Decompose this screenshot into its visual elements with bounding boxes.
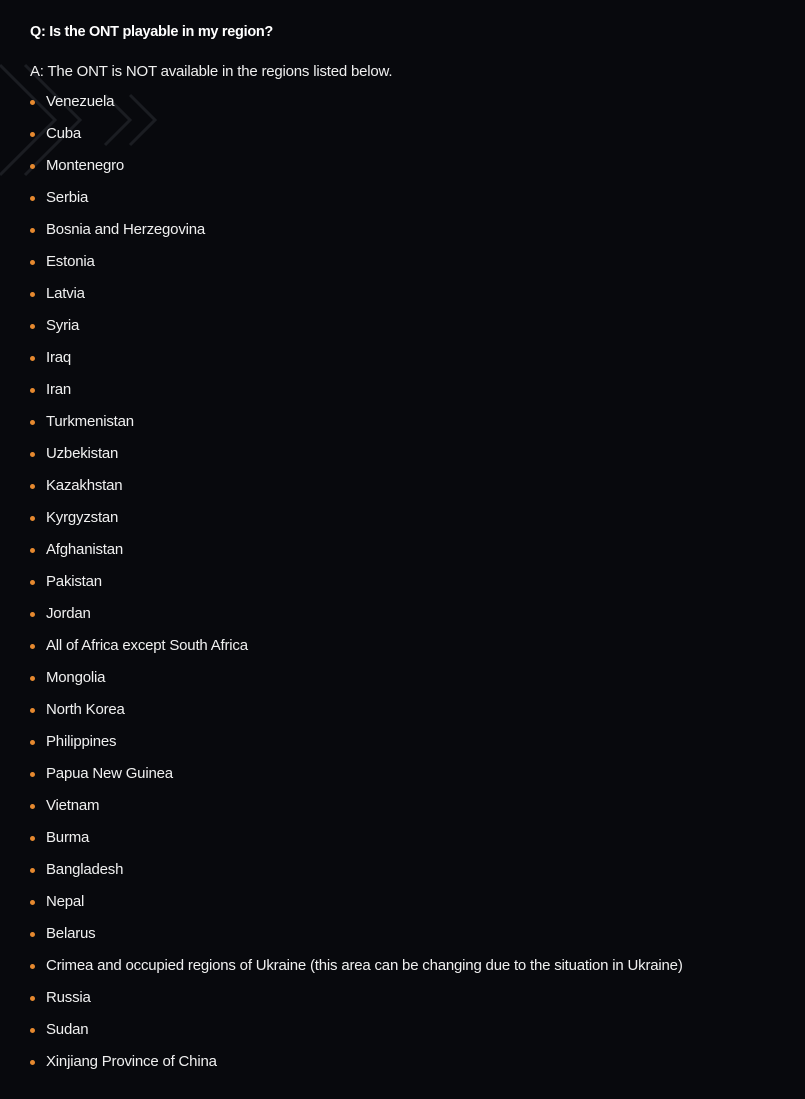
list-item: [30, 124, 790, 156]
list-item: [30, 412, 790, 444]
list-item: [30, 828, 790, 860]
bullet-icon: [30, 772, 35, 777]
region-name: Syria: [46, 317, 80, 334]
region-name: Sudan: [46, 1021, 89, 1038]
bullet-icon: [30, 100, 35, 105]
list-item: [30, 892, 790, 924]
region-name: Jordan: [46, 605, 91, 622]
region-name: Burma: [46, 829, 90, 846]
bullet-icon: [30, 996, 35, 1001]
region-name: Bosnia and Herzegovina: [46, 221, 206, 238]
region-name: Kazakhstan: [46, 477, 123, 494]
bullet-icon: [30, 260, 35, 265]
region-name: Vietnam: [46, 797, 100, 814]
region-name: Nepal: [46, 893, 85, 910]
bullet-icon: [30, 580, 35, 585]
list-item: [30, 668, 790, 700]
list-item: [30, 1052, 790, 1084]
bullet-icon: [30, 836, 35, 841]
bullet-icon: [30, 420, 35, 425]
list-item: [30, 700, 790, 732]
region-name: Latvia: [46, 285, 85, 302]
region-name: Belarus: [46, 925, 96, 942]
list-item: [30, 860, 790, 892]
region-name: Xinjiang Province of China: [46, 1053, 217, 1070]
bullet-icon: [30, 292, 35, 297]
region-name: Bangladesh: [46, 861, 124, 878]
bullet-icon: [30, 740, 35, 745]
bullet-icon: [30, 164, 35, 169]
bullet-icon: [30, 388, 35, 393]
region-name: Philippines: [46, 733, 117, 750]
list-item: [30, 220, 790, 252]
bullet-icon: [30, 868, 35, 873]
region-name: Afghanistan: [46, 541, 124, 558]
faq-answer: A: The ONT is NOT available in the regions listed below.: [30, 63, 393, 80]
bullet-icon: [30, 228, 35, 233]
list-item: [30, 540, 790, 572]
bullet-icon: [30, 804, 35, 809]
bullet-icon: [30, 132, 35, 137]
list-item: [30, 956, 790, 988]
region-name: Kyrgyzstan: [46, 509, 119, 526]
region-name: Pakistan: [46, 573, 102, 590]
bullet-icon: [30, 612, 35, 617]
bullet-icon: [30, 1028, 35, 1033]
list-item: [30, 348, 790, 380]
list-item: [30, 92, 790, 124]
faq-entry: [30, 22, 790, 1084]
bullet-icon: [30, 1060, 35, 1065]
list-item: [30, 316, 790, 348]
list-item: [30, 284, 790, 316]
faq-question: Q: Is the ONT playable in my region?: [30, 24, 273, 40]
bullet-icon: [30, 196, 35, 201]
list-item: [30, 380, 790, 412]
bullet-icon: [30, 644, 35, 649]
bullet-icon: [30, 900, 35, 905]
list-item: [30, 252, 790, 284]
list-item: [30, 444, 790, 476]
region-name: Iraq: [46, 349, 72, 366]
bullet-icon: [30, 452, 35, 457]
bullet-icon: [30, 516, 35, 521]
region-name: Uzbekistan: [46, 445, 119, 462]
list-item: [30, 1020, 790, 1052]
list-item: [30, 924, 790, 956]
region-name: North Korea: [46, 701, 125, 718]
region-list: [30, 92, 790, 1084]
region-name: Turkmenistan: [46, 413, 134, 430]
bullet-icon: [30, 356, 35, 361]
list-item: [30, 604, 790, 636]
bullet-icon: [30, 708, 35, 713]
list-item: [30, 764, 790, 796]
bullet-icon: [30, 964, 35, 969]
region-name: Crimea and occupied regions of Ukraine (this area can be changing due to the situation in Ukraine): [46, 957, 683, 974]
region-name: Papua New Guinea: [46, 765, 173, 782]
region-name: Montenegro: [46, 157, 125, 174]
bullet-icon: [30, 484, 35, 489]
list-item: [30, 156, 790, 188]
region-name: Russia: [46, 989, 91, 1006]
bullet-icon: [30, 324, 35, 329]
list-item: [30, 732, 790, 764]
region-name: Estonia: [46, 253, 95, 270]
list-item: [30, 988, 790, 1020]
list-item: [30, 188, 790, 220]
list-item: [30, 476, 790, 508]
bullet-icon: [30, 548, 35, 553]
region-name: Iran: [46, 381, 72, 398]
list-item: [30, 796, 790, 828]
region-name: Mongolia: [46, 669, 106, 686]
bullet-icon: [30, 932, 35, 937]
bullet-icon: [30, 676, 35, 681]
region-name: Venezuela: [46, 93, 115, 110]
region-name: Cuba: [46, 125, 82, 142]
region-name: Serbia: [46, 189, 89, 206]
list-item: [30, 508, 790, 540]
list-item: [30, 572, 790, 604]
region-name: All of Africa except South Africa: [46, 637, 248, 654]
list-item: [30, 636, 790, 668]
